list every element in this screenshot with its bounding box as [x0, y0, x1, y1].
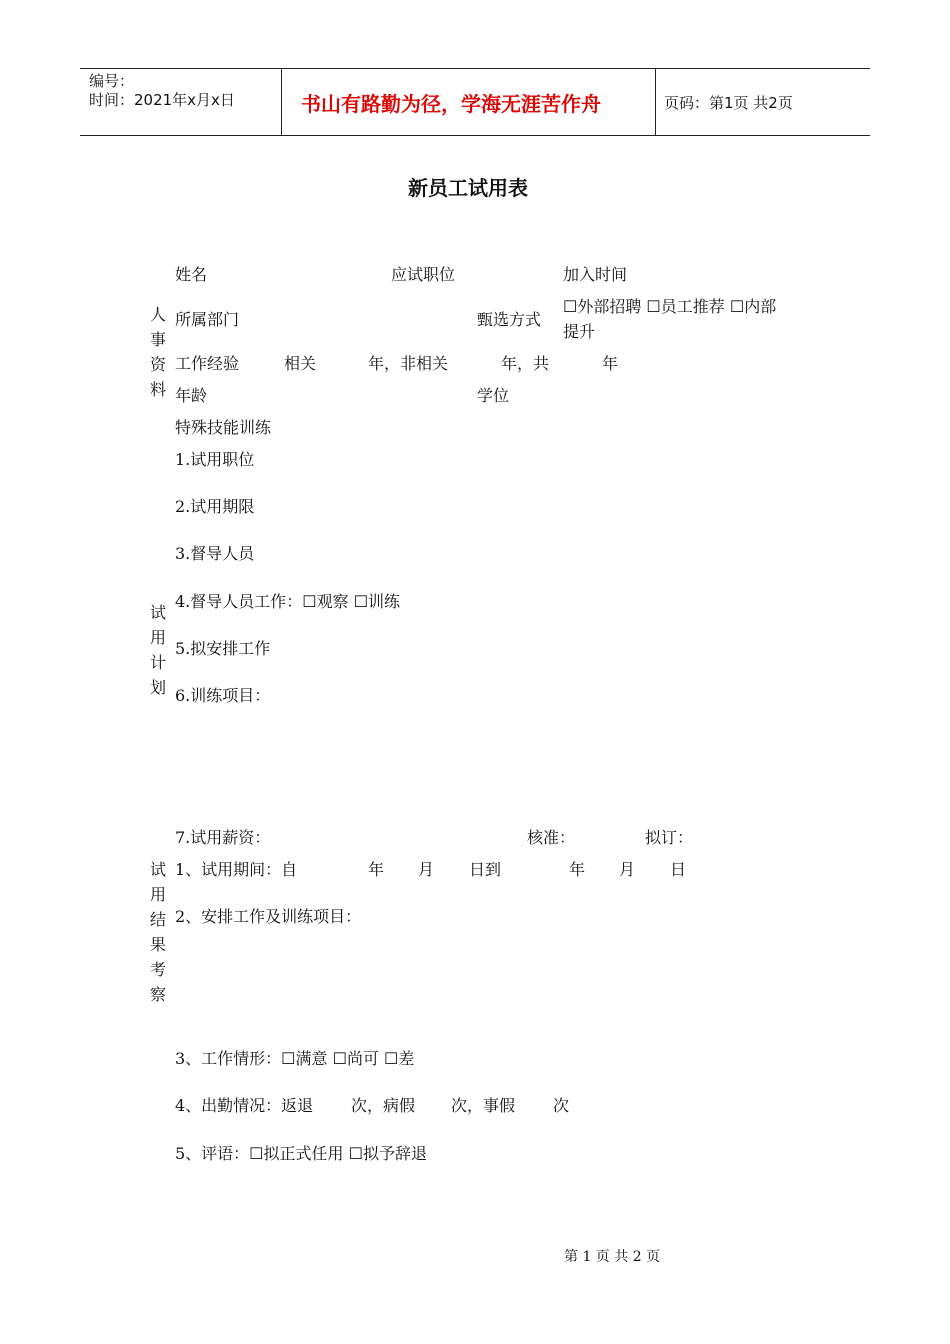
header-motto: 书山有路勤为径，学海无涯苦作舟	[301, 92, 601, 116]
trial-period-label: 1、试用期间：自	[175, 860, 298, 879]
experience-label: 工作经验	[175, 354, 240, 373]
plan-item-arranged-work: 5.拟安排工作	[175, 639, 271, 658]
trial-result-section-label: 试用结果考察	[149, 860, 166, 1004]
age-label: 年龄	[175, 386, 208, 405]
personnel-section-label: 人事资料	[149, 305, 166, 399]
header-page-label: 页码：第1页 共2页	[664, 94, 793, 112]
header-top-rule	[80, 68, 870, 69]
plan-item-supervisor-work[interactable]: 4.督导人员工作：☐观察 ☐训练	[175, 592, 401, 611]
page-footer: 第 1 页 共 2 页	[564, 1249, 661, 1265]
experience-related: 相关	[284, 354, 317, 373]
trial-period-day-end: 日	[670, 860, 687, 879]
trial-period-year-to: 年	[569, 860, 586, 879]
header-date-label: 时间：2021年x月x日	[89, 91, 235, 109]
header-number-label: 编号：	[89, 72, 135, 90]
selection-method-label: 甄选方式	[477, 310, 542, 329]
plan-item-period: 2.试用期限	[175, 497, 255, 516]
header-divider-left	[281, 68, 282, 136]
selection-options[interactable]: ☐外部招聘 ☐员工推荐 ☐内部	[563, 297, 777, 316]
header-bottom-rule	[80, 135, 870, 136]
trial-period-day-to: 日到	[469, 860, 502, 879]
trial-period-month-to: 月	[619, 860, 636, 879]
page-title: 新员工试用表	[408, 176, 528, 200]
special-skills-label: 特殊技能训练	[175, 418, 272, 437]
attendance-leave-times: 次	[553, 1096, 570, 1115]
experience-unrelated: 年，非相关	[368, 354, 449, 373]
draft-label: 拟订：	[645, 828, 694, 847]
work-training-items-label: 2、安排工作及训练项目：	[175, 907, 362, 926]
trial-plan-section-label: 试用计划	[149, 603, 166, 697]
position-label: 应试职位	[391, 265, 456, 284]
attendance-late-times: 次，病假	[351, 1096, 416, 1115]
plan-item-position: 1.试用职位	[175, 450, 255, 469]
comment-options[interactable]: 5、评语：☐拟正式任用 ☐拟予辞退	[175, 1144, 427, 1163]
attendance-sick-times: 次，事假	[451, 1096, 516, 1115]
plan-item-training: 6.训练项目：	[175, 686, 271, 705]
department-label: 所属部门	[175, 310, 240, 329]
selection-options-continued: 提升	[563, 322, 596, 341]
name-label: 姓名	[175, 265, 208, 284]
degree-label: 学位	[477, 386, 510, 405]
approve-label: 核准：	[527, 828, 576, 847]
plan-item-supervisor: 3.督导人员	[175, 544, 255, 563]
experience-total: 年，共	[501, 354, 550, 373]
header-divider-right	[655, 68, 656, 136]
work-situation[interactable]: 3、工作情形：☐满意 ☐尚可 ☐差	[175, 1049, 415, 1068]
attendance-label: 4、出勤情况：返退	[175, 1096, 314, 1115]
trial-period-month-from: 月	[418, 860, 435, 879]
experience-year: 年	[602, 354, 619, 373]
join-time-label: 加入时间	[563, 265, 628, 284]
trial-period-year-from: 年	[368, 860, 385, 879]
plan-item-salary: 7.试用薪资：	[175, 828, 271, 847]
